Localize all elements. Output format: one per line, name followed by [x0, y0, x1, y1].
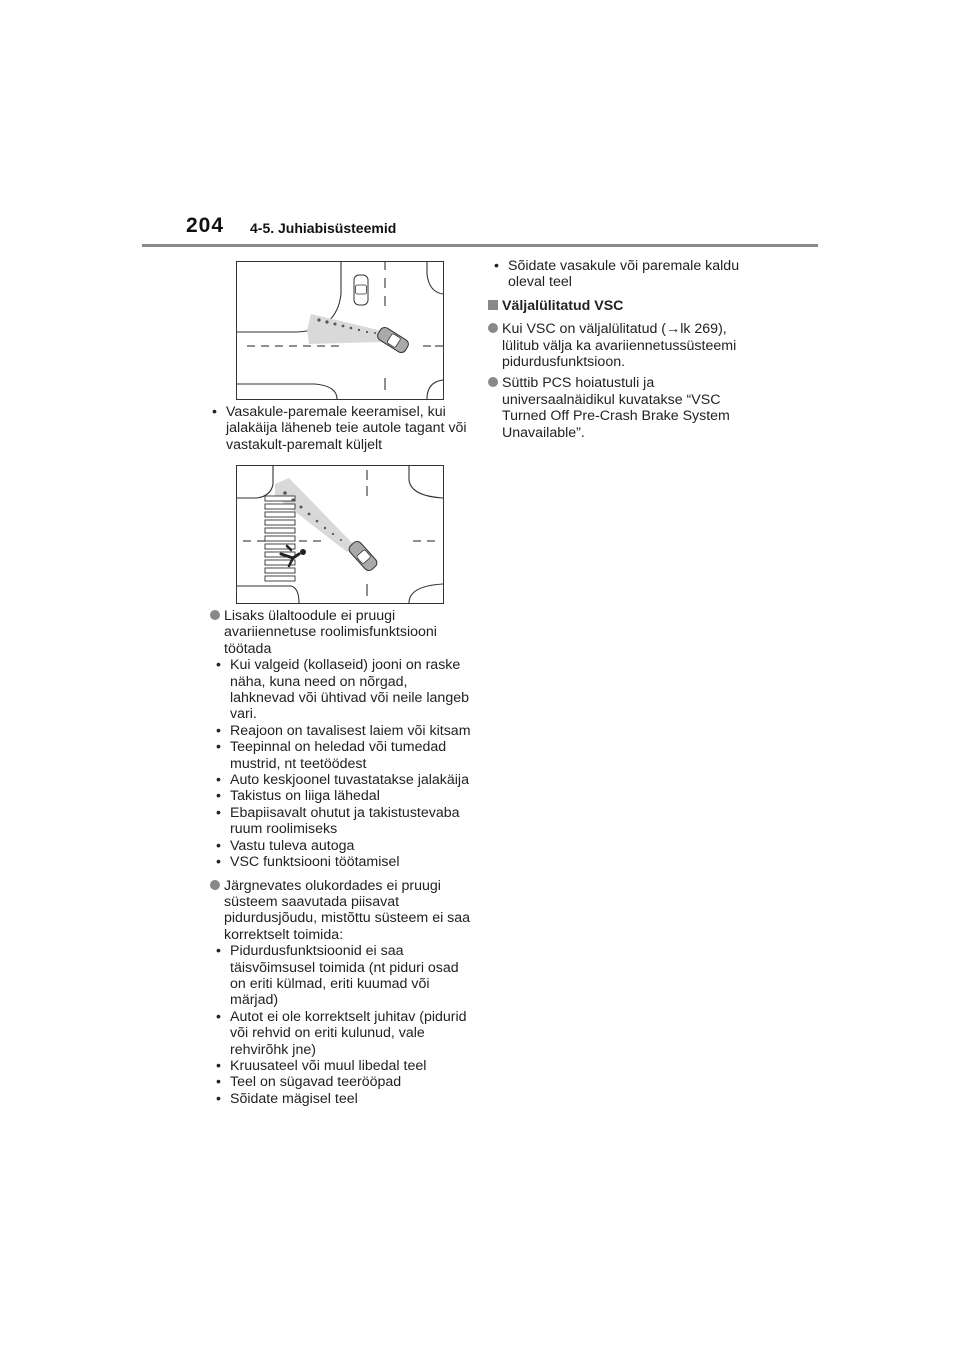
list-item: • Reajoon on tavalisest laiem või kitsam	[216, 722, 471, 739]
round-bullet-icon	[488, 323, 498, 333]
vsc-off-paragraph-2: Süttib PCS hoiatustuli ja universaalnäidikul kuvatakse “VSC Turned Off Pre-Crash Brake System Unavailable”.	[488, 375, 760, 441]
list-item: • Auto keskjoonel tuvastatakse jalakäija	[216, 772, 469, 789]
list-item: • Kruusateel või muul libedal teel	[216, 1057, 427, 1074]
list-item: • Autot ei ole korrektselt juhitav (pidurid või rehvid on eriti kulunud, vale rehvirõhk jne)	[216, 1008, 467, 1058]
caption-text: Vasakule-paremale keeramisel, kui jalakäija läheneb teie autole tagant või vastakult-paremalt küljelt	[226, 404, 467, 453]
left-column	[210, 608, 476, 1107]
car-icon	[376, 326, 411, 355]
list-item: • Sõidate mägisel teel	[216, 1090, 358, 1107]
list-item: • Vastu tuleva autoga	[216, 837, 355, 854]
section-title: 4-5. Juhiabisüsteemid	[250, 220, 397, 236]
list-item: • Ebapiisavalt ohutut ja takistustevaba ruum roolimiseks	[216, 804, 460, 838]
right-column	[488, 258, 760, 441]
list-item: • Teel on sügavad teerööpad	[216, 1074, 402, 1091]
list-item: • VSC funktsiooni töötamisel	[216, 854, 400, 871]
intersection-figure-1	[236, 261, 444, 400]
list-item: • Pidurdusfunktsioonid ei saa täisvõimsusel toimida (nt piduri osad on eriti külmad, eriti kuumad või märjad)	[216, 943, 459, 1009]
braking-limitations-intro: Järgnevates olukordades ei pruugi süsteem saavutada piisavat pidurdusjõudu, mistõttu süsteem ei saa korrektselt toimida:	[210, 878, 476, 944]
figure-1-caption: • Vasakule-paremale keeramisel, kui jalakäija läheneb teie autole tagant või vastakult-paremalt küljelt	[212, 404, 467, 453]
list-item: • Teepinnal on heledad või tumedad mustrid, nt teetöödest	[216, 739, 447, 772]
vsc-off-heading: Väljalülitatud VSC	[488, 298, 760, 314]
intersection-figure-2	[236, 465, 444, 604]
square-bullet-icon	[488, 300, 498, 310]
round-bullet-icon	[210, 610, 220, 620]
steering-limitations-intro: Lisaks ülaltoodule ei pruugi avariiennetuse roolimisfunktsiooni töötada	[210, 608, 476, 657]
crosswalk-icon	[265, 496, 295, 581]
vsc-off-paragraph-1: Kui VSC on väljalülitatud (→lk 269), lülitub välja ka avariiennetussüsteemi pidurdusfunktsioon.	[488, 321, 760, 370]
list-item: • Takistus on liiga lähedal	[216, 788, 380, 805]
header-rule	[142, 244, 818, 247]
round-bullet-icon	[210, 880, 220, 890]
car-icon	[354, 275, 368, 305]
car-icon	[347, 539, 379, 572]
page-header	[142, 214, 818, 248]
list-item: • Kui valgeid (kollaseid) jooni on raske näha, kuna need on nõrgad, lahknevad või ühtivad või neile langeb vari.	[216, 657, 469, 723]
round-bullet-icon	[488, 377, 498, 387]
page-number: 204	[186, 214, 225, 237]
list-item: • Sõidate vasakule või paremale kaldu oleval teel	[494, 258, 740, 291]
